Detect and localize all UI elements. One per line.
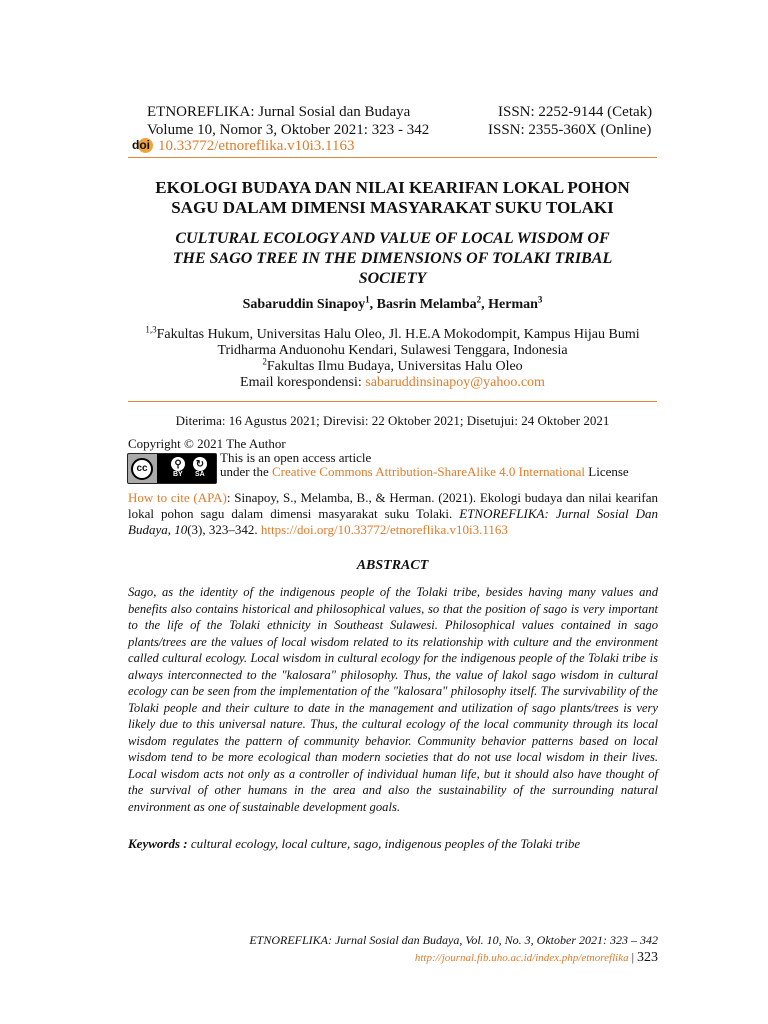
title-english: CULTURAL ECOLOGY AND VALUE OF LOCAL WISDOM OF THE SAGO TREE IN THE DIMENSIONS OF TOLAKI TRIBAL SOCIETY [172,230,613,287]
abstract-heading: ABSTRACT [356,558,429,573]
by-icon: ⚲ [171,457,185,471]
abstract-body: Sago, as the identity of the indigenous people of the Tolaki tribe, besides having many values and benefits also contains historical and philosophical values, so that the position of sago is very important to the life of the Tolaki ethnicity in Southeast Sulawesi. Philosophical values contained in sago plants/trees are the values of local wisdom related to its relationship with culture and the environment called cultural ecology. Local wisdom in cultural ecology for the indigenous people of the Tolaki tribe is always interconnected to the "kalosara" philosophy. Thus, the value of lakol sago wisdom in cultural ecology can be seen from the implementation of the "kalosara" philosophy itself. The survivability of the Tolaki people and their culture to date in the management and utilization of sago plants/trees is very likely due to this universal nature. Thus, the cultural ecology of the local community through its local wisdom regulates the pattern of community behavior. Community behavior patterns based on local wisdom tend to be more ecological than modern societies that do not use local wisdom in their lives. Local wisdom acts not only as a controller of individual human life, but it should also have thought of the survival of other humans in the area and also the sustainability of the surrounding natural environment as one of sustainable development goals. [128,585,658,814]
doi-line[interactable] [132,137,355,155]
how-to-cite: How to cite (APA): Sinapoy, S., Melamba, B., & Herman. (2021). Ekologi budaya dan nilai kearifan lokal pohon sagu dalam dimensi masyarakat suku Tolaki. ETNOREFLIKA: Jurnal Sosial Dan Budaya, 10(3), 323‒342. https://doi.org/10.33772/etnoreflika.v10i3.1163 [128,490,658,537]
citation-doi-link[interactable]: https://doi.org/10.33772/etnoreflika.v10i3.1163 [260,522,508,537]
doi-link[interactable]: 10.33772/etnoreflika.v10i3.1163 [158,138,355,154]
cc-by-sa-badge[interactable]: cc ⚲ ↻ BY SA [127,453,217,484]
author-3: Herman [488,297,538,312]
affiliations: $^{1,3}$Fakultas Hukum, Universitas Halu Oleo, Jl. H.E.A Mokodompit, Kampus Hijau Bumi Tridharma Anduonohu Kendari, Sulawesi Tenggara, Indonesia $^2$Fakultas Ilmu Budaya, Universitas Halu Oleo Email korespondensi: sabaruddinsinapoy@yahoo.com [145,324,640,390]
issn-print: ISSN: 2252-9144 (Cetak) [498,104,653,120]
header-divider [128,157,657,158]
footer-journal: ETNOREFLIKA: Jurnal Sosial dan Budaya, Vol. 10, No. 3, Oktober 2021: 323 ‒ 342 [249,933,658,947]
keywords: Keywords : cultural ecology, local culture, sago, indigenous peoples of the Tolaki tribe [128,836,581,851]
doi-icon: doi [132,138,154,154]
journal-volume: Volume 10, Nomor 3, Oktober 2021: 323 - 342 [147,122,430,138]
issn-online: ISSN: 2355-360X (Online) [488,122,652,138]
footer-url[interactable]: http://journal.fib.uho.ac.id/index.php/etnoreflika [414,952,629,964]
sa-icon: ↻ [193,457,207,471]
license-line: under the Creative Commons Attribution-ShareAlike 4.0 International License [220,464,629,479]
submission-dates: Diterima: 16 Agustus 2021; Direvisi: 22 Oktober 2021; Disetujui: 24 Oktober 2021 [175,413,610,428]
page-number: 323 [637,950,658,965]
affiliation-divider [128,401,657,402]
cc-icon: cc [131,458,153,480]
author-list: Sabaruddin Sinapoy$^1$, Basrin Melamba$^2$, Herman$^3$ [242,294,543,312]
how-to-cite-label: How to cite (APA) [128,490,227,505]
author-2: Basrin Melamba [376,297,477,312]
copyright-line: Copyright © 2021 The Author [128,436,286,451]
journal-name: ETNOREFLIKA: Jurnal Sosial dan Budaya [147,104,411,120]
footer-url-line: http://journal.fib.uho.ac.id/index.php/etnoreflika | 323 [414,950,658,965]
title-indonesian: EKOLOGI BUDAYA DAN NILAI KEARIFAN LOKAL POHON SAGU DALAM DIMENSI MASYARAKAT SUKU TOLAKI [155,178,630,217]
open-access-note: This is an open access article [220,450,372,465]
email-link[interactable]: sabaruddinsinapoy@yahoo.com [365,375,545,390]
license-link[interactable]: Creative Commons Attribution-ShareAlike 4.0 International [271,464,586,479]
author-1: Sabaruddin Sinapoy [242,297,366,312]
